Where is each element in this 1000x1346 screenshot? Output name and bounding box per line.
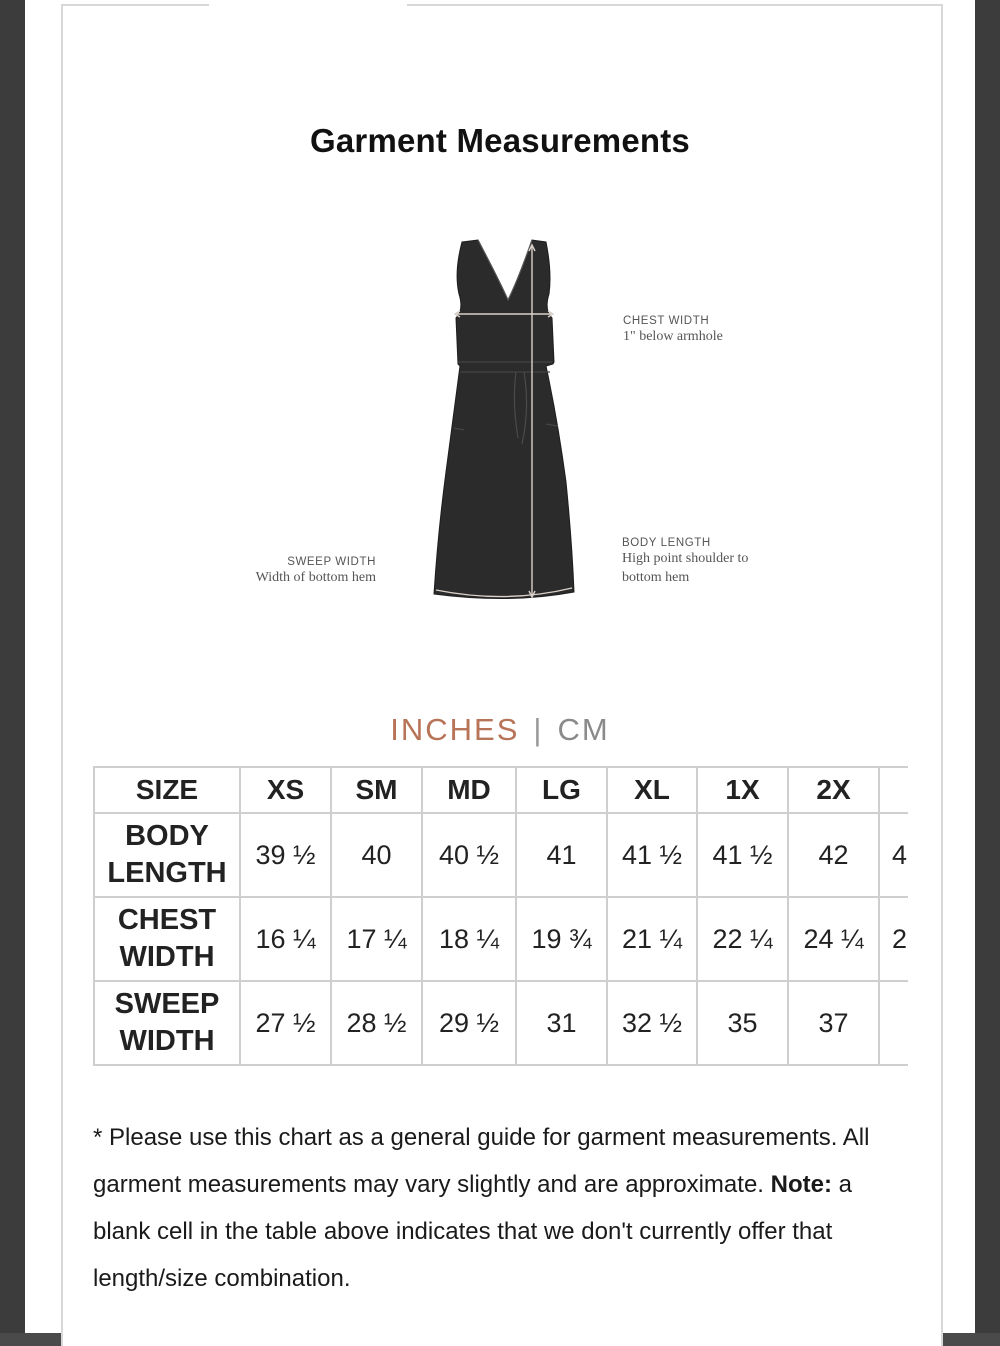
table-cell: 27 ½ — [240, 981, 331, 1065]
body-length-label: BODY LENGTH High point shoulder to bottom hem — [622, 537, 749, 585]
page-title: Garment Measurements — [310, 122, 690, 159]
header-sm: SM — [331, 767, 422, 813]
note-bold-label: Note: — [770, 1171, 832, 1198]
table-cell: 29 ½ — [422, 981, 516, 1065]
row-label: CHEST WIDTH — [94, 897, 240, 981]
table-cell: 42 — [788, 813, 879, 897]
header-2x: 2X — [788, 767, 879, 813]
tab-gap — [209, 4, 407, 10]
table-row-body-length — [94, 813, 908, 897]
table-cell: 24 ¼ — [788, 897, 879, 981]
table-cell: 41 ½ — [607, 813, 697, 897]
header-lg: LG — [516, 767, 607, 813]
units-separator: | — [533, 712, 544, 747]
table-cell: 32 ½ — [607, 981, 697, 1065]
table-row-chest-width — [94, 897, 908, 981]
measurement-note: * Please use this chart as a general guide for garment measurements. All garment measurements may vary slightly and are approximate. Note: a blank cell in the table above indicates that we don't currently offer that length/size combination. — [93, 1124, 870, 1292]
header-md: MD — [422, 767, 516, 813]
table-cell: 16 ¼ — [240, 897, 331, 981]
table-cell: 4 — [879, 813, 908, 897]
table-cell: 21 ¼ — [607, 897, 697, 981]
table-cell: 41 — [516, 813, 607, 897]
table-cell: 40 ½ — [422, 813, 516, 897]
table-cell: 19 ¾ — [516, 897, 607, 981]
row-label: SWEEP WIDTH — [94, 981, 240, 1065]
right-backdrop — [975, 0, 1000, 1333]
dress-diagram — [420, 232, 600, 612]
table-cell: 18 ¼ — [422, 897, 516, 981]
header-xl: XL — [607, 767, 697, 813]
table-row-sweep-width — [94, 981, 908, 1065]
sweep-width-label: SWEEP WIDTH Width of bottom hem — [255, 556, 376, 585]
measurements-table-scroll[interactable] — [93, 766, 908, 1072]
row-label: BODY LENGTH — [94, 813, 240, 897]
header-size: SIZE — [94, 767, 240, 813]
table-cell: 31 — [516, 981, 607, 1065]
header-extra — [879, 767, 908, 813]
inches-toggle[interactable]: INCHES — [390, 712, 520, 747]
table-cell: 17 ¼ — [331, 897, 422, 981]
table-cell: 2 — [879, 897, 908, 981]
table-cell: 22 ¼ — [697, 897, 788, 981]
table-cell: 39 ½ — [240, 813, 331, 897]
header-xs: XS — [240, 767, 331, 813]
measurements-table — [93, 766, 908, 1066]
table-cell: 41 ½ — [697, 813, 788, 897]
units-toggle — [0, 712, 1000, 748]
chest-width-label: CHEST WIDTH 1" below armhole — [623, 315, 723, 344]
dress-illustration — [420, 232, 600, 612]
cm-toggle[interactable]: CM — [557, 712, 610, 747]
table-cell: 28 ½ — [331, 981, 422, 1065]
table-header-row — [94, 767, 908, 813]
table-cell — [879, 981, 908, 1065]
table-cell: 35 — [697, 981, 788, 1065]
table-cell: 37 — [788, 981, 879, 1065]
header-1x: 1X — [697, 767, 788, 813]
table-cell: 40 — [331, 813, 422, 897]
left-backdrop — [0, 0, 25, 1333]
